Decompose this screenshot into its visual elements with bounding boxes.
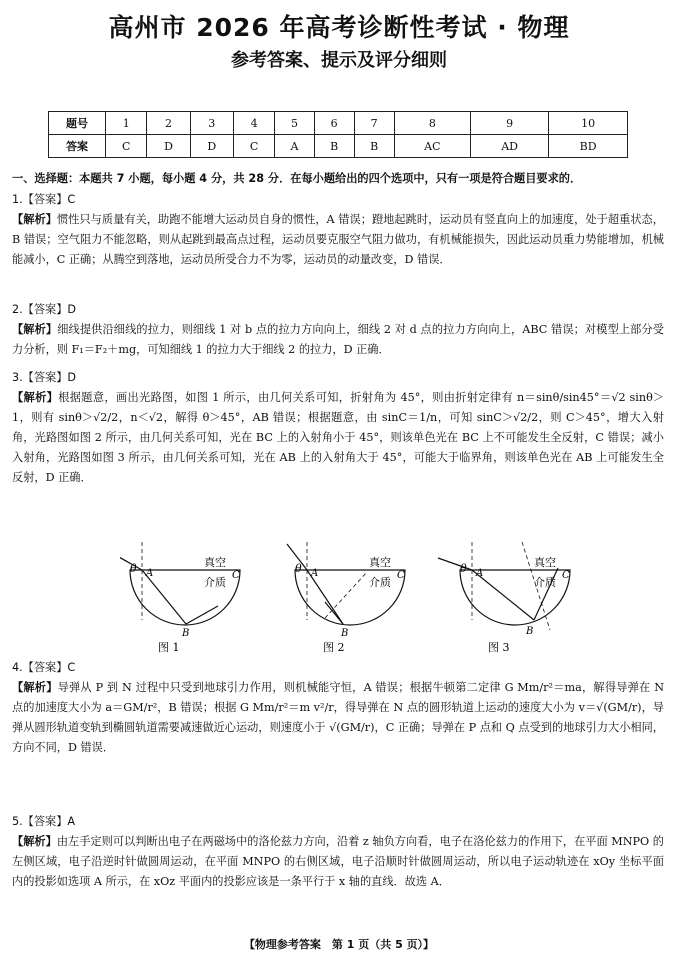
explanation-text: 惯性只与质量有关，助跑不能增大运动员自身的惯性，A 错误；蹬地起跳时，运动员有竖直向上的加速度，处于超重状态，B 错误；空气阻力不能忽略，则从起跳到最高点过程，运动员要克服空气阻力做功，有机械能损失，因此运动员重力势能增加，机械能减小，C 正确；从腾空到落地，运动员所受合力不为零，运动员的动量改变，D 错误． [12, 213, 664, 266]
vacuum-label: 真空 [534, 556, 556, 569]
medium-label: 介质 [204, 576, 226, 589]
explanation [12, 388, 664, 488]
vacuum-label: 真空 [204, 556, 226, 569]
figure-2-caption: 图 2 [323, 641, 345, 654]
table-header-cell: 题号 [49, 112, 106, 135]
vacuum-label: 真空 [369, 556, 391, 569]
question-number-cell: 6 [314, 112, 354, 135]
figure-3-caption: 图 3 [488, 641, 510, 654]
point-a-label: A [476, 568, 484, 579]
answer-cell: BD [549, 135, 628, 158]
answer-cell: A [275, 135, 314, 158]
answer-cell: AC [394, 135, 470, 158]
question-number-cell: 7 [354, 112, 394, 135]
question-number-cell: 4 [233, 112, 274, 135]
page-title: 高州市 2026 年高考诊断性考试 · 物理 [108, 13, 570, 42]
question-number-cell: 9 [471, 112, 549, 135]
table-header-cell: 答案 [49, 135, 106, 158]
answer-line: 2.【答案】D [12, 303, 77, 316]
answer-cell: C [106, 135, 147, 158]
section-heading: 一、选择题：本题共 7 小题，每小题 4 分，共 28 分．在每小题给出的四个选项中，只有一项是符合题目要求的． [12, 172, 582, 185]
point-b-label: B [182, 628, 190, 639]
point-c-label: C [232, 570, 240, 581]
exit-ray-1 [186, 606, 218, 624]
explanation-tag: 【解析】 [12, 681, 58, 694]
medium-label: 介质 [534, 576, 556, 589]
page-footer: 【物理参考答案 第 1 页（共 5 页）】 [243, 938, 435, 951]
point-c-label: C [397, 570, 405, 581]
theta-label: θ [130, 562, 137, 575]
point-a-label: A [146, 568, 154, 579]
answer-cell: AD [471, 135, 549, 158]
question-1 [12, 190, 664, 270]
figure-2 [287, 542, 405, 654]
point-b-label: B [526, 626, 534, 637]
question-number-cell: 8 [394, 112, 470, 135]
explanation-tag: 【解析】 [12, 391, 59, 404]
question-number-cell: 2 [147, 112, 190, 135]
answer-cell: B [314, 135, 354, 158]
answer-cell: C [233, 135, 274, 158]
page-subtitle: 参考答案、提示及评分细则 [231, 50, 447, 71]
question-2 [12, 300, 664, 360]
explanation-text: 根据题意，画出光路图，如图 1 所示，由几何关系可知，折射角为 45°，则由折射定律有 n＝sinθ/sin45°＝√2 sinθ＞1，则有 sinθ＞√2/2，n＜√2，解得 θ＞45°，AB 错误；根据题意，由 sinC＝1/n，可知 sinC＞√2/2，则 C＞45°，增大入射角，光路图如图 2 所示，由几何关系可知，光在 BC 上的入射角小于 45°，则该单色光在 BC 上不可能发生全反射，C 错误；减小入射角，光路图如图 3 所示，由几何关系可知，光在 AB 上的入射角大于 45°，可能大于临界角，则该单色光在 AB 上可能发生全反射，D 正确． [12, 391, 664, 484]
figure-1 [120, 542, 240, 654]
theta-label: θ [295, 562, 302, 575]
table-row [49, 135, 628, 158]
normal-line-2b [325, 572, 367, 618]
figure-1-caption: 图 1 [158, 641, 180, 654]
explanation-tag: 【解析】 [12, 323, 58, 336]
question-number-cell: 5 [275, 112, 314, 135]
answer-table [48, 111, 628, 158]
question-number-cell: 1 [106, 112, 147, 135]
point-b-label: B [341, 628, 349, 639]
answer-line: 1.【答案】C [12, 193, 76, 206]
question-3 [12, 368, 664, 488]
explanation [12, 832, 664, 892]
table-row [49, 112, 628, 135]
explanation [12, 678, 664, 758]
incident-ray-3 [438, 558, 472, 570]
explanation-tag: 【解析】 [12, 835, 57, 848]
answer-cell: D [147, 135, 190, 158]
question-number-cell: 3 [190, 112, 233, 135]
answer-cell: B [354, 135, 394, 158]
optics-figures [120, 540, 600, 655]
answer-cell: D [190, 135, 233, 158]
answer-line: 4.【答案】C [12, 661, 76, 674]
medium-label: 介质 [369, 576, 391, 589]
question-number-cell: 10 [549, 112, 628, 135]
question-4 [12, 658, 664, 758]
answer-line: 3.【答案】D [12, 371, 77, 384]
explanation [12, 320, 664, 360]
theta-label: θ [460, 562, 467, 575]
question-5 [12, 812, 664, 892]
explanation-text: 由左手定则可以判断出电子在两磁场中的洛伦兹力方向，沿着 z 轴负方向看，电子在洛伦兹力的作用下，在平面 MNPO 的左侧区域，电子沿逆时针做圆周运动，在平面 MNPO 的右侧区域，电子沿顺时针做圆周运动，所以电子运动轨迹在 xOy 坐标平面内的投影如选项 A 所示，在 xOz 平面内的投影应该是一条平行于 x 轴的直线．故选 A． [12, 835, 664, 888]
answer-line: 5.【答案】A [12, 815, 76, 828]
explanation-tag: 【解析】 [12, 213, 57, 226]
point-c-label: C [562, 570, 570, 581]
explanation-text: 导弹从 P 到 N 过程中只受到地球引力作用，则机械能守恒，A 错误；根据牛顿第二定律 G Mm/r²＝ma，解得导弹在 N 点的加速度大小为 a＝GM/r²，B 错误；根据 G Mm/r²＝m v²/r，得导弹在 N 点的圆形轨道上运动的速度大小为 v＝√(GM/r)，导弹从圆形轨道变轨到椭圆轨道需要减速做近心运动，则速度小于 √(GM/r)，C 正确；导弹在 P 点和 Q 点受到的地球引力大小相同，方向不同，D 错误． [12, 681, 664, 754]
explanation [12, 210, 664, 270]
figure-3 [438, 542, 570, 654]
point-a-label: A [311, 568, 319, 579]
explanation-text: 细线提供沿细线的拉力，则细线 1 对 b 点的拉力方向向上，细线 2 对 d 点的拉力方向向上，ABC 错误；对模型上部分受力分析，则 F₁＝F₂＋mg，可知细线 1 的拉力大于细线 2 的拉力，D 正确． [12, 323, 664, 356]
